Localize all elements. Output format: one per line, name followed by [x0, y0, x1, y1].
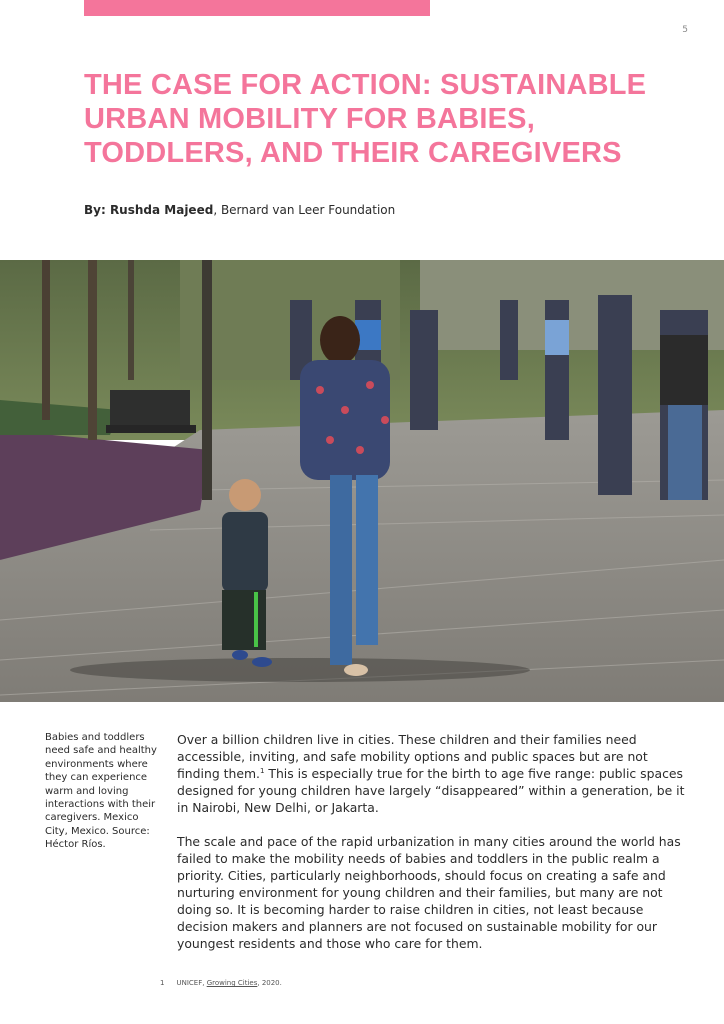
title-line-1: THE CASE FOR ACTION: SUSTAINABLE — [84, 69, 647, 101]
paragraph-1 — [177, 731, 692, 816]
top-accent-bar — [84, 0, 430, 16]
byline-author: By: Rushda Majeed — [84, 203, 214, 217]
title-line-2: URBAN MOBILITY FOR BABIES, — [84, 103, 535, 135]
paragraph-1-part-a: Over a billion children live in cities. These children and their families need accessible, inviting, and safe mobility options and public spaces but are not finding them. — [177, 732, 648, 781]
footnote — [160, 979, 282, 987]
footnote-number: 1 — [160, 979, 165, 987]
photo-caption: Babies and toddlers need safe and healthy environments where they can experience warm and loving interactions with their caregivers. Mexico City, Mexico. Source: Héctor Ríos. — [45, 732, 157, 851]
paragraph-2: The scale and pace of the rapid urbanization in many cities around the world has failed to make the mobility needs of babies and toddlers in the public realm a priority. Cities, particularly neighborhoods, should focus on creating a safe and nurturing environment for young children and their families, but many are not doing so. It is becoming harder to raise children in cities, not least because decision makers and planners are not focused on sustainable mobility for our youngest residents and those who care for them. — [177, 834, 681, 951]
body-text — [177, 731, 692, 969]
byline — [84, 203, 395, 217]
street-photo — [0, 260, 724, 702]
footnote-year: , 2020. — [257, 979, 282, 987]
paragraph-1-part-b: This is especially true for the birth to age five range: public spaces designed for young children have largely “disappeared” within a generation, be it in Nairobi, New Delhi, or Jakarta. — [177, 766, 685, 815]
footnote-reference[interactable]: 1 — [259, 766, 265, 775]
footnote-link[interactable]: Growing Cities — [206, 979, 258, 987]
footnote-source: UNICEF, — [176, 979, 207, 987]
title-line-3: TODDLERS, AND THEIR CAREGIVERS — [84, 137, 622, 169]
byline-organization: , Bernard van Leer Foundation — [213, 203, 396, 217]
page-title — [84, 68, 684, 170]
page-number: 5 — [682, 25, 688, 35]
